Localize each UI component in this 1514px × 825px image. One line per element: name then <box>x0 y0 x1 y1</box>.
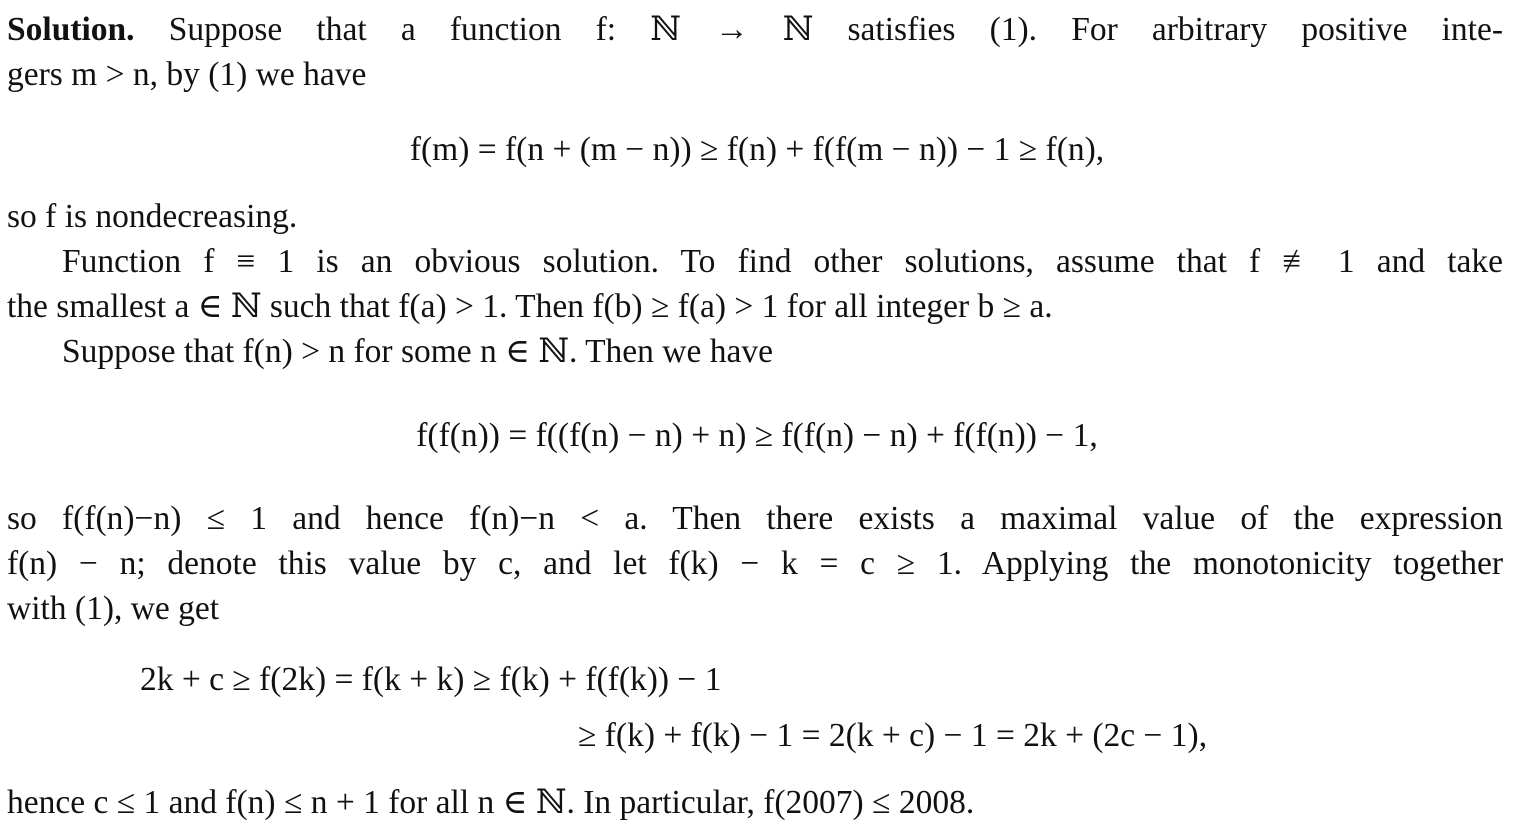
line-10: hence c ≤ 1 and f(n) ≤ n + 1 for all n ∈ ℕ. In particular, f(2007) ≤ 2008. <box>7 784 975 821</box>
equation-3-line-2: ≥ f(k) + f(k) − 1 = 2(k + c) − 1 = 2k + (2c − 1), <box>578 717 1208 754</box>
equation-2: f(f(n)) = f((f(n) − n) + n) ≥ f(f(n) − n) + f(f(n)) − 1, <box>416 417 1098 454</box>
equation-1: f(m) = f(n + (m − n)) ≥ f(n) + f(f(m − n)) − 1 ≥ f(n), <box>409 131 1105 168</box>
line-2: gers m > n, by (1) we have <box>7 56 367 93</box>
line-9: with (1), we get <box>7 590 220 627</box>
line-1-text: Suppose that a function f: ℕ → ℕ satisfies (1). For arbitrary positive inte- <box>168 11 1504 48</box>
line-4: Function f ≡ 1 is an obvious solution. To find other solutions, assume that f ≢ 1 and take <box>62 243 1503 280</box>
equation-3-line-1: 2k + c ≥ f(2k) = f(k + k) ≥ f(k) + f(f(k)) − 1 <box>140 661 722 698</box>
line-5: the smallest a ∈ ℕ such that f(a) > 1. Then f(b) ≥ f(a) > 1 for all integer b ≥ a. <box>7 288 1053 325</box>
solution-heading: Solution. <box>7 11 135 48</box>
line-6: Suppose that f(n) > n for some n ∈ ℕ. Then we have <box>62 333 773 370</box>
line-1 <box>7 10 1503 50</box>
line-8: f(n) − n; denote this value by c, and let f(k) − k = c ≥ 1. Applying the monotonicity together <box>7 545 1503 582</box>
line-7: so f(f(n)−n) ≤ 1 and hence f(n)−n < a. Then there exists a maximal value of the expression <box>7 500 1503 537</box>
line-3: so f is nondecreasing. <box>7 198 298 235</box>
